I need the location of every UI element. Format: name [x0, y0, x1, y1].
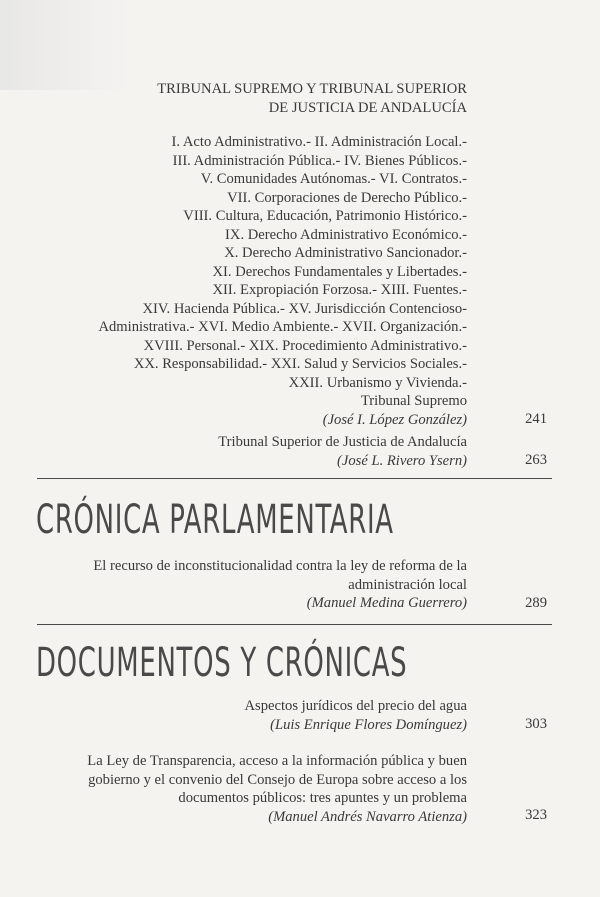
page-number: 263	[525, 452, 547, 468]
topic-line: Tribunal Supremo	[360, 393, 467, 409]
entry-author: (Manuel Andrés Navarro Atienza)	[268, 808, 467, 825]
entry-title-line: gobierno y el convenio del Consejo de Europa sobre acceso a los	[88, 771, 467, 788]
page-number: 303	[525, 716, 547, 732]
topic-line: Administrativa.- XVI. Medio Ambiente.- XVII. Organización.-	[98, 319, 467, 335]
topic-line: XI. Derechos Fundamentales y Libertades.-	[212, 263, 467, 280]
entry-author: (José L. Rivero Ysern)	[337, 452, 467, 469]
toc-entry	[93, 557, 467, 613]
entry-title: Aspectos jurídicos del precio del agua	[244, 698, 467, 714]
entry-title-line: El recurso de inconstitucionalidad contra la ley de reforma de la	[93, 558, 467, 574]
topic-line: VII. Corporaciones de Derecho Público.-	[227, 189, 467, 206]
topic-line: V. Comunidades Autónomas.- VI. Contratos.-	[200, 171, 467, 187]
entry-author: (Manuel Medina Guerrero)	[306, 595, 467, 611]
topic-line: VIII. Cultura, Educación, Patrimonio Histórico.-	[183, 208, 467, 224]
topic-line: XIV. Hacienda Pública.- XV. Jurisdicción Contencioso-	[142, 300, 467, 317]
topic-line: XXII. Urbanismo y Vivienda.-	[288, 374, 467, 391]
toc-entry	[218, 433, 467, 470]
section-divider	[37, 478, 552, 479]
entry-title-line: La Ley de Transparencia, acceso a la información pública y buen	[87, 753, 467, 769]
page-number: 289	[525, 595, 547, 611]
entry-title-line: administración local	[348, 576, 467, 593]
topic-line: XII. Expropiación Forzosa.- XIII. Fuentes.-	[212, 282, 467, 298]
section-title-line: TRIBUNAL SUPREMO Y TRIBUNAL SUPERIOR	[157, 81, 467, 97]
entry-title: Tribunal Superior de Justicia de Andalucía	[218, 434, 467, 450]
section-heading: CRÓNICA PARLAMENTARIA	[36, 497, 394, 543]
topic-line: IX. Derecho Administrativo Económico.-	[225, 226, 467, 243]
toc-entry	[245, 697, 467, 734]
topic-line: XX. Responsabilidad.- XXI. Salud y Servicios Sociales.-	[133, 356, 467, 372]
section-title	[157, 80, 467, 117]
section-heading: DOCUMENTOS Y CRÓNICAS	[36, 640, 408, 686]
topics-list	[98, 133, 467, 429]
topic-line: III. Administración Pública.- IV. Bienes Públicos.-	[172, 152, 467, 169]
topic-line: XVIII. Personal.- XIX. Procedimiento Administrativo.-	[143, 337, 467, 354]
topic-line: X. Derecho Administrativo Sancionador.-	[224, 245, 467, 261]
page-number: 323	[525, 807, 547, 823]
page-number: 241	[525, 411, 547, 427]
entry-title-line: documentos públicos: tres apuntes y un problema	[178, 790, 467, 806]
toc-entry	[87, 752, 467, 826]
section-divider	[37, 624, 552, 625]
topic-line: I. Acto Administrativo.- II. Administración Local.-	[171, 134, 467, 150]
entry-author: (José I. López González)	[322, 411, 467, 428]
entry-author: (Luis Enrique Flores Domínguez)	[270, 716, 467, 733]
section-title-line: DE JUSTICIA DE ANDALUCÍA	[268, 99, 467, 116]
bleed-through-mark	[0, 0, 130, 90]
